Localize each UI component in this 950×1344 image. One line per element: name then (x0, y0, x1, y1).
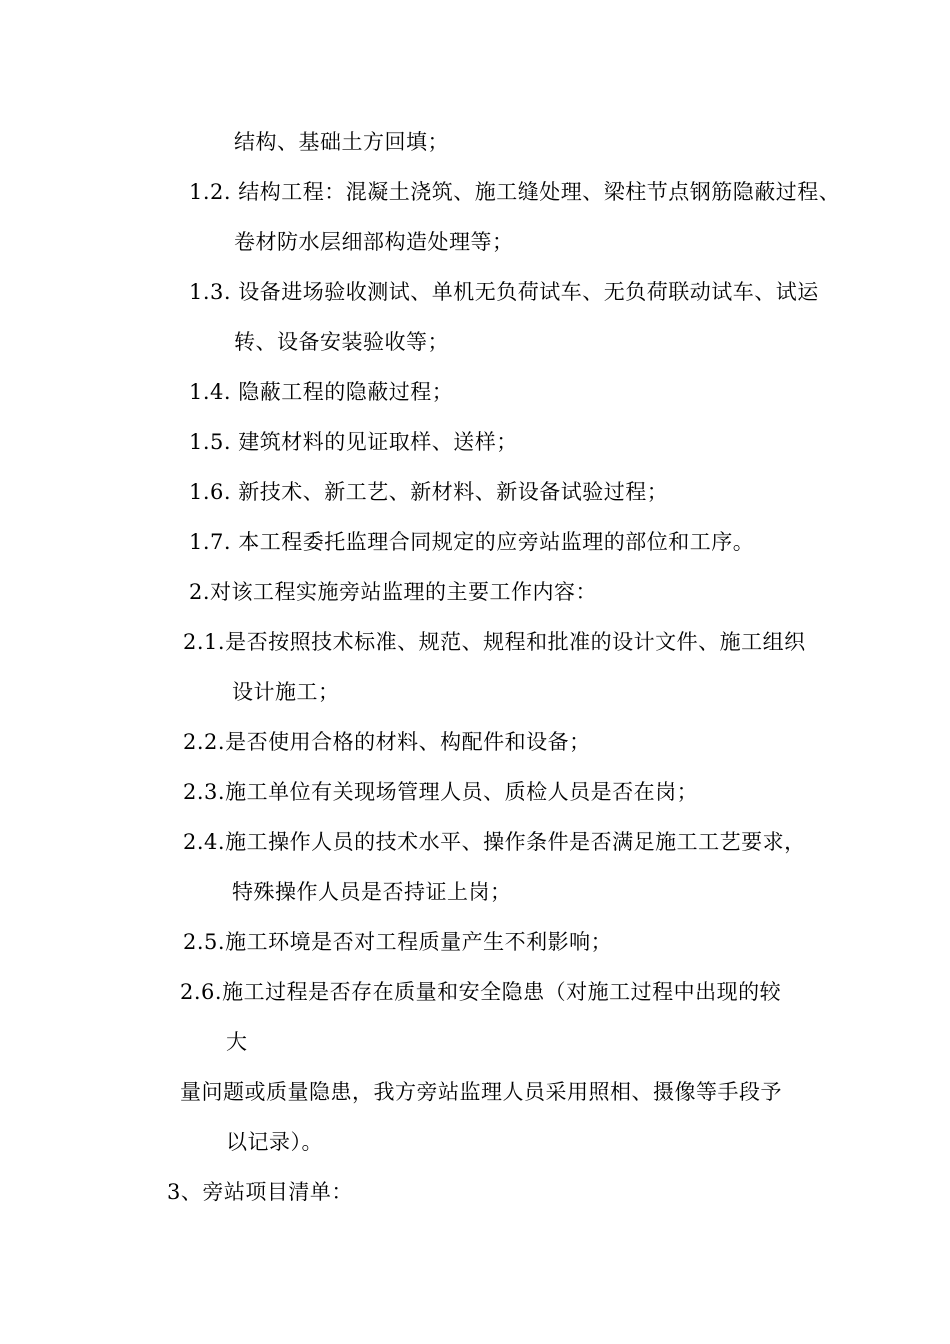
list-item-2-2: 2.2.是否使用合格的材料、构配件和设备； (183, 730, 591, 754)
list-item-1-6: 1.6. 新技术、新工艺、新材料、新设备试验过程； (189, 480, 669, 504)
text-line-continuation: 卷材防水层细部构造处理等； (234, 230, 514, 254)
list-item-1-3: 1.3. 设备进场验收测试、单机无负荷试车、无负荷联动试车、试运 (189, 280, 819, 304)
list-item-2-3: 2.3.施工单位有关现场管理人员、质检人员是否在岗； (183, 780, 699, 804)
list-item-2-1: 2.1.是否按照技术标准、规范、规程和批准的设计文件、施工组织 (183, 630, 806, 654)
list-item-2-4: 2.4.施工操作人员的技术水平、操作条件是否满足施工工艺要求， (183, 830, 806, 854)
text-line-continuation: 量问题或质量隐患，我方旁站监理人员采用照相、摄像等手段予 (180, 1080, 782, 1104)
text-line-continuation: 大 (226, 1030, 248, 1054)
section-heading-3: 3、旁站项目清单： (167, 1180, 353, 1204)
text-line-continuation: 结构、基础土方回填； (234, 130, 449, 154)
list-item-1-5: 1.5. 建筑材料的见证取样、送样； (189, 430, 518, 454)
list-item-2-5: 2.5.施工环境是否对工程质量产生不利影响； (183, 930, 613, 954)
text-line-continuation: 转、设备安装验收等； (234, 330, 449, 354)
list-item-1-2: 1.2. 结构工程：混凝土浇筑、施工缝处理、梁柱节点钢筋隐蔽过程、 (189, 180, 841, 204)
text-line-continuation: 特殊操作人员是否持证上岗； (232, 880, 512, 904)
list-item-1-7: 1.7. 本工程委托监理合同规定的应旁站监理的部位和工序。 (189, 530, 755, 554)
section-heading-2: 2.对该工程实施旁站监理的主要工作内容： (189, 580, 598, 604)
list-item-2-6: 2.6.施工过程是否存在质量和安全隐患（对施工过程中出现的较 (180, 980, 782, 1004)
text-line-continuation: 以记录）。 (226, 1130, 323, 1154)
text-line-continuation: 设计施工； (232, 680, 340, 704)
list-item-1-4: 1.4. 隐蔽工程的隐蔽过程； (189, 380, 454, 404)
